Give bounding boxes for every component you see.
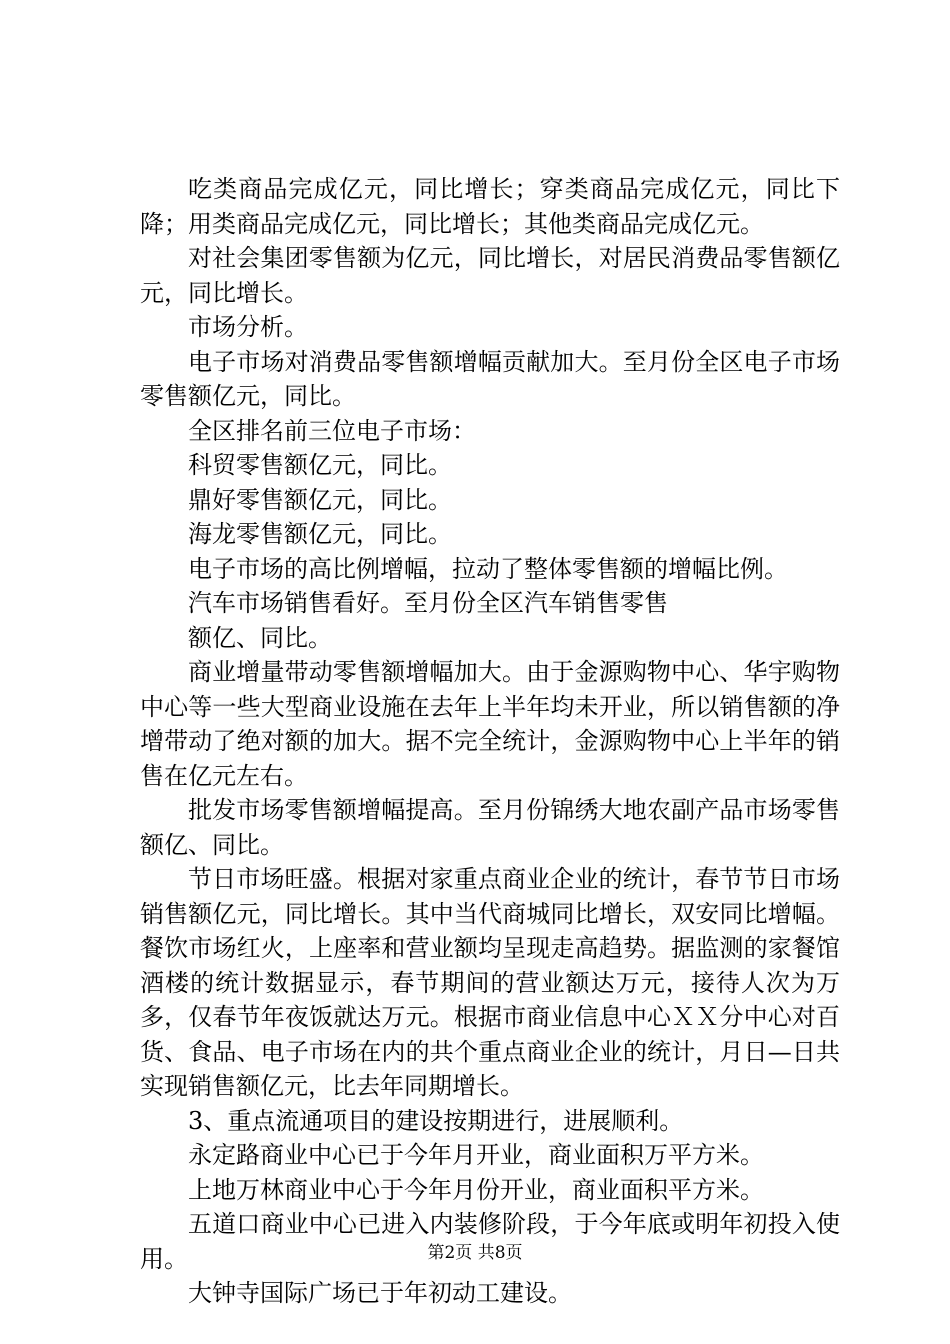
paragraph-auto-market-cont: 额亿、同比。 bbox=[188, 623, 332, 652]
paragraph-dinghao: 鼎好零售额亿元，同比。 bbox=[188, 485, 452, 514]
paragraph-key-projects-heading: 3、重点流通项目的建设按期进行，进展顺利。 bbox=[188, 1106, 684, 1135]
paragraph-yongding-road: 永定路商业中心已于今年月开业，商业面积万平方米。 bbox=[188, 1141, 764, 1169]
paragraph-electronics-growth: 电子市场的高比例增幅，拉动了整体零售额的增幅比例。 bbox=[188, 554, 788, 583]
paragraph-wudaokou: 五道口商业中心已进入内装修阶段，于今年底或明年初投入使用。 bbox=[140, 1210, 840, 1273]
paragraph-group-retail: 对社会集团零售额为亿元，同比增长，对居民消费品零售额亿元，同比增长。 bbox=[140, 244, 840, 307]
paragraph-dazhongsi: 大钟寺国际广场已于年初动工建设。 bbox=[188, 1279, 572, 1307]
document-body bbox=[140, 172, 840, 1311]
page-number-footer: 第2页 共8页 bbox=[427, 1243, 523, 1263]
paragraph-category-sales: 吃类商品完成亿元，同比增长；穿类商品完成亿元，同比下降；用类商品完成亿元，同比增长；其他类商品完成亿元。 bbox=[140, 175, 840, 238]
paragraph-commercial-increase: 商业增量带动零售额增幅加大。由于金源购物中心、华宇购物中心等一些大型商业设施在去年上半年均未开业，所以销售额的净增带动了绝对额的加大。据不完全统计，金源购物中心上半年的销售在亿元左右。 bbox=[140, 658, 840, 790]
paragraph-electronics-market: 电子市场对消费品零售额增幅贡献加大。至月份全区电子市场零售额亿元，同比。 bbox=[140, 347, 840, 410]
paragraph-top-three-heading: 全区排名前三位电子市场： bbox=[188, 416, 476, 445]
paragraph-shangdi-wanlin: 上地万林商业中心于今年月份开业，商业面积平方米。 bbox=[188, 1175, 764, 1204]
paragraph-market-analysis-heading: 市场分析。 bbox=[188, 313, 308, 341]
paragraph-holiday-market: 节日市场旺盛。根据对家重点商业企业的统计，春节节日市场销售额亿元，同比增长。其中当代商城同比增长，双安同比增幅。餐饮市场红火，上座率和营业额均呈现走高趋势。据监测的家餐馆酒楼的统计数据显示，春节期间的营业额达万元，接待人次为万多，仅春节年夜饭就达万元。根据市商业信息中心ＸＸ分中心对百货、食品、电子市场在内的共个重点商业企业的统计，月日—日共实现销售额亿元，比去年同期增长。 bbox=[140, 865, 840, 1100]
paragraph-wholesale-market: 批发市场零售额增幅提高。至月份锦绣大地农副产品市场零售额亿、同比。 bbox=[140, 796, 840, 859]
paragraph-kemao: 科贸零售额亿元，同比。 bbox=[188, 451, 452, 479]
paragraph-auto-market: 汽车市场销售看好。至月份全区汽车销售零售 bbox=[188, 589, 668, 617]
paragraph-hailong: 海龙零售额亿元，同比。 bbox=[188, 520, 452, 548]
